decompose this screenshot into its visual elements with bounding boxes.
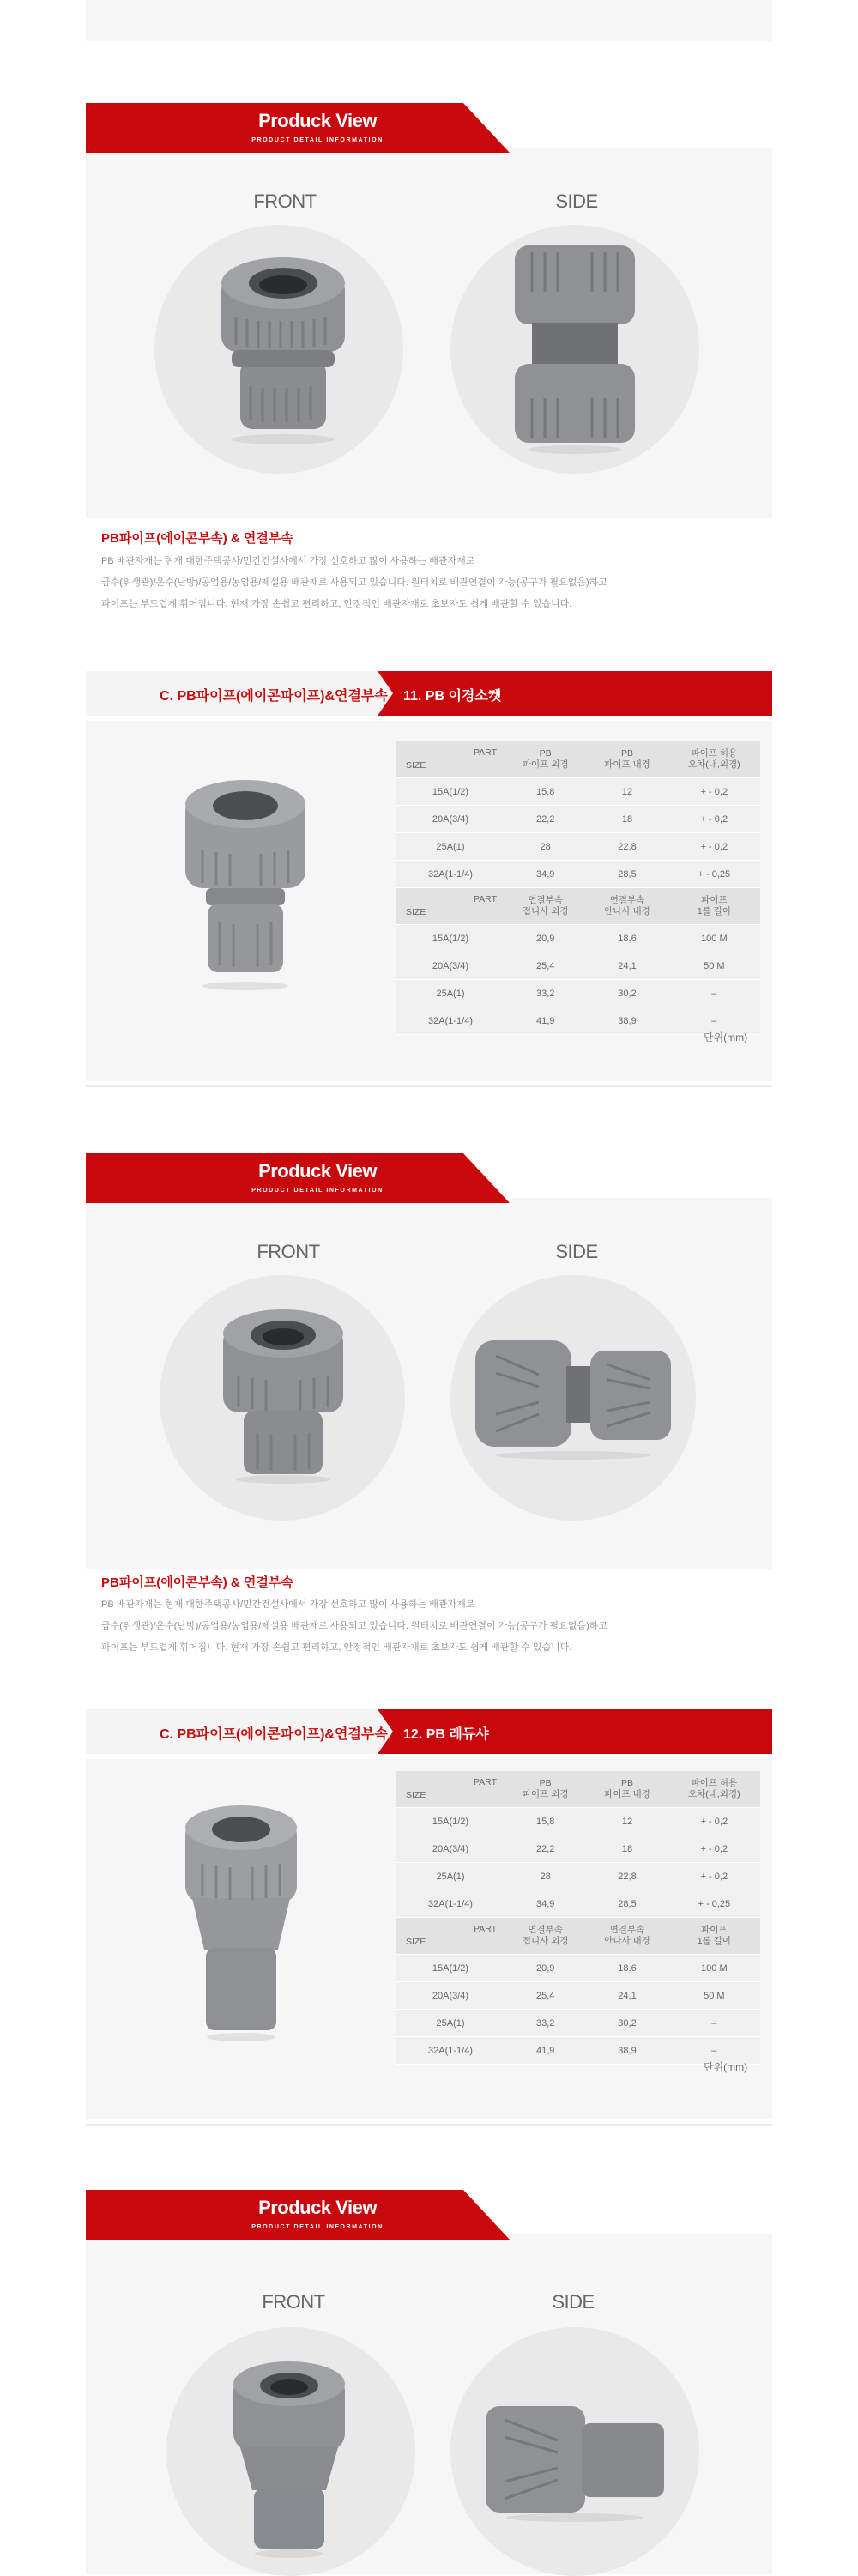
header-cell: PB 파이프 외경: [505, 741, 586, 778]
size-label: SIZE: [406, 1937, 426, 1947]
table-row: [396, 1835, 760, 1863]
front-label: FRONT: [262, 2291, 325, 2313]
table-cell: 22,8: [586, 1863, 668, 1890]
table-cell: 15A(1/2): [396, 1808, 505, 1835]
part-label: PART: [473, 1924, 497, 1934]
table-cell: 28: [505, 1863, 586, 1890]
section-product-name: 12. PB 레듀샤: [403, 1727, 489, 1742]
table-cell: 20,9: [505, 925, 586, 952]
unit-label: 단위(mm): [704, 2061, 748, 2073]
table-cell: 20A(3/4): [396, 1835, 505, 1863]
part-label: PART: [473, 1777, 497, 1787]
side-label: SIDE: [555, 190, 598, 212]
header-cell: 파이프 1롤 길이: [668, 888, 760, 925]
table-cell: 34,9: [505, 1890, 586, 1918]
product-view-subtitle: PRODUCT DETAIL INFORMATION: [251, 137, 384, 143]
reducer-socket-side-image: [506, 240, 644, 455]
description-line: PB 배관자재는 현재 대한주택공사/민간건설사에서 가장 선호하고 많이 사용하는 배관자재로: [101, 556, 475, 566]
description-line: 급수(위생관)/온수(난방)/공업용/농업용/제설용 배관재로 사용되고 있습니다. 원터치로 배관연결이 가능(공구가 필요없음)하고: [101, 1621, 607, 1631]
table-cell: 25,4: [505, 952, 586, 980]
table-cell: 33,2: [505, 980, 586, 1007]
panel-bottom-edge: [86, 1085, 772, 1087]
table-row: [396, 833, 760, 861]
table-row: [396, 1955, 760, 1982]
table-cell: 12: [586, 778, 668, 806]
table-cell: 41,9: [505, 2037, 586, 2065]
product-view-subtitle: PRODUCT DETAIL INFORMATION: [251, 1188, 384, 1194]
product-view-title: Produck View: [258, 2197, 377, 2218]
table-cell: –: [668, 2010, 760, 2037]
reducer-socket-product-image: [168, 777, 323, 991]
part-size-cell: [396, 888, 505, 925]
table-cell: 20A(3/4): [396, 806, 505, 833]
table-cell: 20A(3/4): [396, 952, 505, 980]
table-cell: 22,2: [505, 1835, 586, 1863]
table-cell: 30,2: [586, 980, 668, 1007]
table-cell: 28,5: [586, 1890, 668, 1918]
header-cell: 연결부속 접니사 외경: [505, 888, 586, 925]
description-line: 파이프는 부드럽게 휘어집니다. 현재 가장 손쉽고 편리하고, 안정적인 배관자재로 초보자도 쉽게 배관할 수 있습니다.: [101, 1642, 572, 1653]
table-cell: 100 M: [668, 925, 760, 952]
table-cell: 30,2: [586, 2010, 668, 2037]
table-cell: 28,5: [586, 861, 668, 888]
table-row: [396, 925, 760, 952]
table-cell: 15A(1/2): [396, 925, 505, 952]
reducer-front-image: [225, 2361, 353, 2559]
spec-header-row: [396, 741, 760, 778]
table-row: [396, 861, 760, 888]
previous-section-panel: [86, 0, 772, 41]
header-cell: 파이프 허용 오차(내,외경): [668, 1771, 760, 1808]
header-cell: PB 파이프 외경: [505, 1771, 586, 1808]
table-cell: 22,8: [586, 833, 668, 861]
reducer-socket-front-image: [206, 1304, 360, 1485]
header-cell: PB 파이프 내경: [586, 1771, 668, 1808]
description-line: 급수(위생관)/온수(난방)/공업용/농업용/제설용 배관재로 사용되고 있습니다. 원터치로 배관연결이 가능(공구가 필요없음)하고: [101, 577, 607, 588]
table-cell: 28: [505, 833, 586, 861]
header-cell: 연결부속 안나사 내경: [586, 888, 668, 925]
table-cell: 32A(1-1/4): [396, 1007, 505, 1035]
table-cell: 25,4: [505, 1982, 586, 2010]
reducer-socket-front-image: [197, 249, 369, 446]
table-cell: 15,8: [505, 1808, 586, 1835]
table-cell: 33,2: [505, 2010, 586, 2037]
table-row: [396, 1890, 760, 1918]
reducer-socket-side-image: [470, 1332, 676, 1460]
table-cell: 25A(1): [396, 1863, 505, 1890]
part-size-cell: [396, 1771, 505, 1808]
table-cell: 25A(1): [396, 2010, 505, 2037]
size-label: SIZE: [406, 1790, 426, 1800]
table-cell: 18: [586, 1835, 668, 1863]
table-cell: 24,1: [586, 1982, 668, 2010]
table-row: [396, 952, 760, 980]
spec-header-row: [396, 1918, 760, 1955]
table-cell: 34,9: [505, 861, 586, 888]
table-cell: + - 0,2: [668, 833, 760, 861]
section-category-label: C. PB파이프(에이콘파이프)&연결부속: [160, 689, 388, 704]
table-cell: 18: [586, 806, 668, 833]
table-cell: + - 0,25: [668, 861, 760, 888]
table-cell: 32A(1-1/4): [396, 1890, 505, 1918]
part-label: PART: [473, 747, 497, 758]
table-row: [396, 778, 760, 806]
table-row: [396, 806, 760, 833]
spec-header-row: [396, 888, 760, 925]
table-cell: 38,9: [586, 2037, 668, 2065]
unit-label: 단위(mm): [704, 1031, 748, 1043]
side-label: SIDE: [555, 1241, 598, 1262]
table-cell: + - 0,2: [668, 1808, 760, 1835]
table-cell: 18,6: [586, 1955, 668, 1982]
header-cell: PB 파이프 내경: [586, 741, 668, 778]
section-product-name: 11. PB 이경소켓: [403, 689, 502, 704]
table-cell: 20,9: [505, 1955, 586, 1982]
table-cell: 32A(1-1/4): [396, 2037, 505, 2065]
side-label: SIDE: [552, 2291, 595, 2313]
description-line: 파이프는 부드럽게 휘어집니다. 현재 가장 손쉽고 편리하고, 안정적인 배관자재로 초보자도 쉽게 배관할 수 있습니다.: [101, 599, 572, 609]
reducer-product-image: [177, 1804, 305, 2044]
part-size-cell: [396, 1918, 505, 1955]
table-cell: 41,9: [505, 1007, 586, 1035]
part-label: PART: [473, 894, 497, 904]
table-cell: 15A(1/2): [396, 778, 505, 806]
table-row: [396, 1863, 760, 1890]
table-cell: 22,2: [505, 806, 586, 833]
header-cell: 파이프 허용 오차(내,외경): [668, 741, 760, 778]
table-cell: + - 0,25: [668, 1890, 760, 1918]
table-cell: –: [668, 1007, 760, 1035]
description-line: PB 배관자재는 현재 대한주택공사/민간건설사에서 가장 선호하고 많이 사용하는 배관자재로: [101, 1599, 475, 1610]
description-title: PB파이프(에이콘부속) & 연결부속: [101, 1575, 293, 1590]
table-row: [396, 1808, 760, 1835]
spec-table-12: [396, 1771, 760, 2065]
table-cell: 50 M: [668, 952, 760, 980]
table-cell: –: [668, 2037, 760, 2065]
table-cell: 100 M: [668, 1955, 760, 1982]
part-size-cell: [396, 741, 505, 778]
table-row: [396, 1982, 760, 2010]
header-cell: 연결부속 접니사 외경: [505, 1918, 586, 1955]
table-cell: 24,1: [586, 952, 668, 980]
table-cell: 20A(3/4): [396, 1982, 505, 2010]
front-label: FRONT: [257, 1241, 320, 1262]
size-label: SIZE: [406, 760, 426, 771]
section-category-label: C. PB파이프(에이콘파이프)&연결부속: [160, 1727, 388, 1742]
table-cell: 18,6: [586, 925, 668, 952]
table-cell: –: [668, 980, 760, 1007]
table-cell: + - 0,2: [668, 806, 760, 833]
table-cell: 15,8: [505, 778, 586, 806]
table-cell: 25A(1): [396, 980, 505, 1007]
table-cell: 38,9: [586, 1007, 668, 1035]
table-cell: + - 0,2: [668, 1863, 760, 1890]
spec-table-11: [396, 741, 760, 1035]
table-row: [396, 980, 760, 1007]
spec-header-row: [396, 1771, 760, 1808]
product-view-title: Produck View: [258, 1160, 377, 1182]
header-cell: 파이프 1롤 길이: [668, 1918, 760, 1955]
panel-bottom-edge: [86, 2124, 772, 2126]
product-view-subtitle: PRODUCT DETAIL INFORMATION: [251, 2224, 384, 2230]
front-label: FRONT: [253, 190, 317, 212]
product-view-title: Produck View: [258, 110, 377, 131]
table-cell: 15A(1/2): [396, 1955, 505, 1982]
table-cell: 25A(1): [396, 833, 505, 861]
description-title: PB파이프(에이콘부속) & 연결부속: [101, 531, 293, 546]
size-label: SIZE: [406, 907, 426, 917]
table-cell: 50 M: [668, 1982, 760, 2010]
reducer-side-image: [480, 2403, 669, 2523]
table-row: [396, 2010, 760, 2037]
table-cell: + - 0,2: [668, 778, 760, 806]
table-cell: 32A(1-1/4): [396, 861, 505, 888]
table-cell: 12: [586, 1808, 668, 1835]
table-cell: + - 0,2: [668, 1835, 760, 1863]
header-cell: 연결부속 안나사 내경: [586, 1918, 668, 1955]
